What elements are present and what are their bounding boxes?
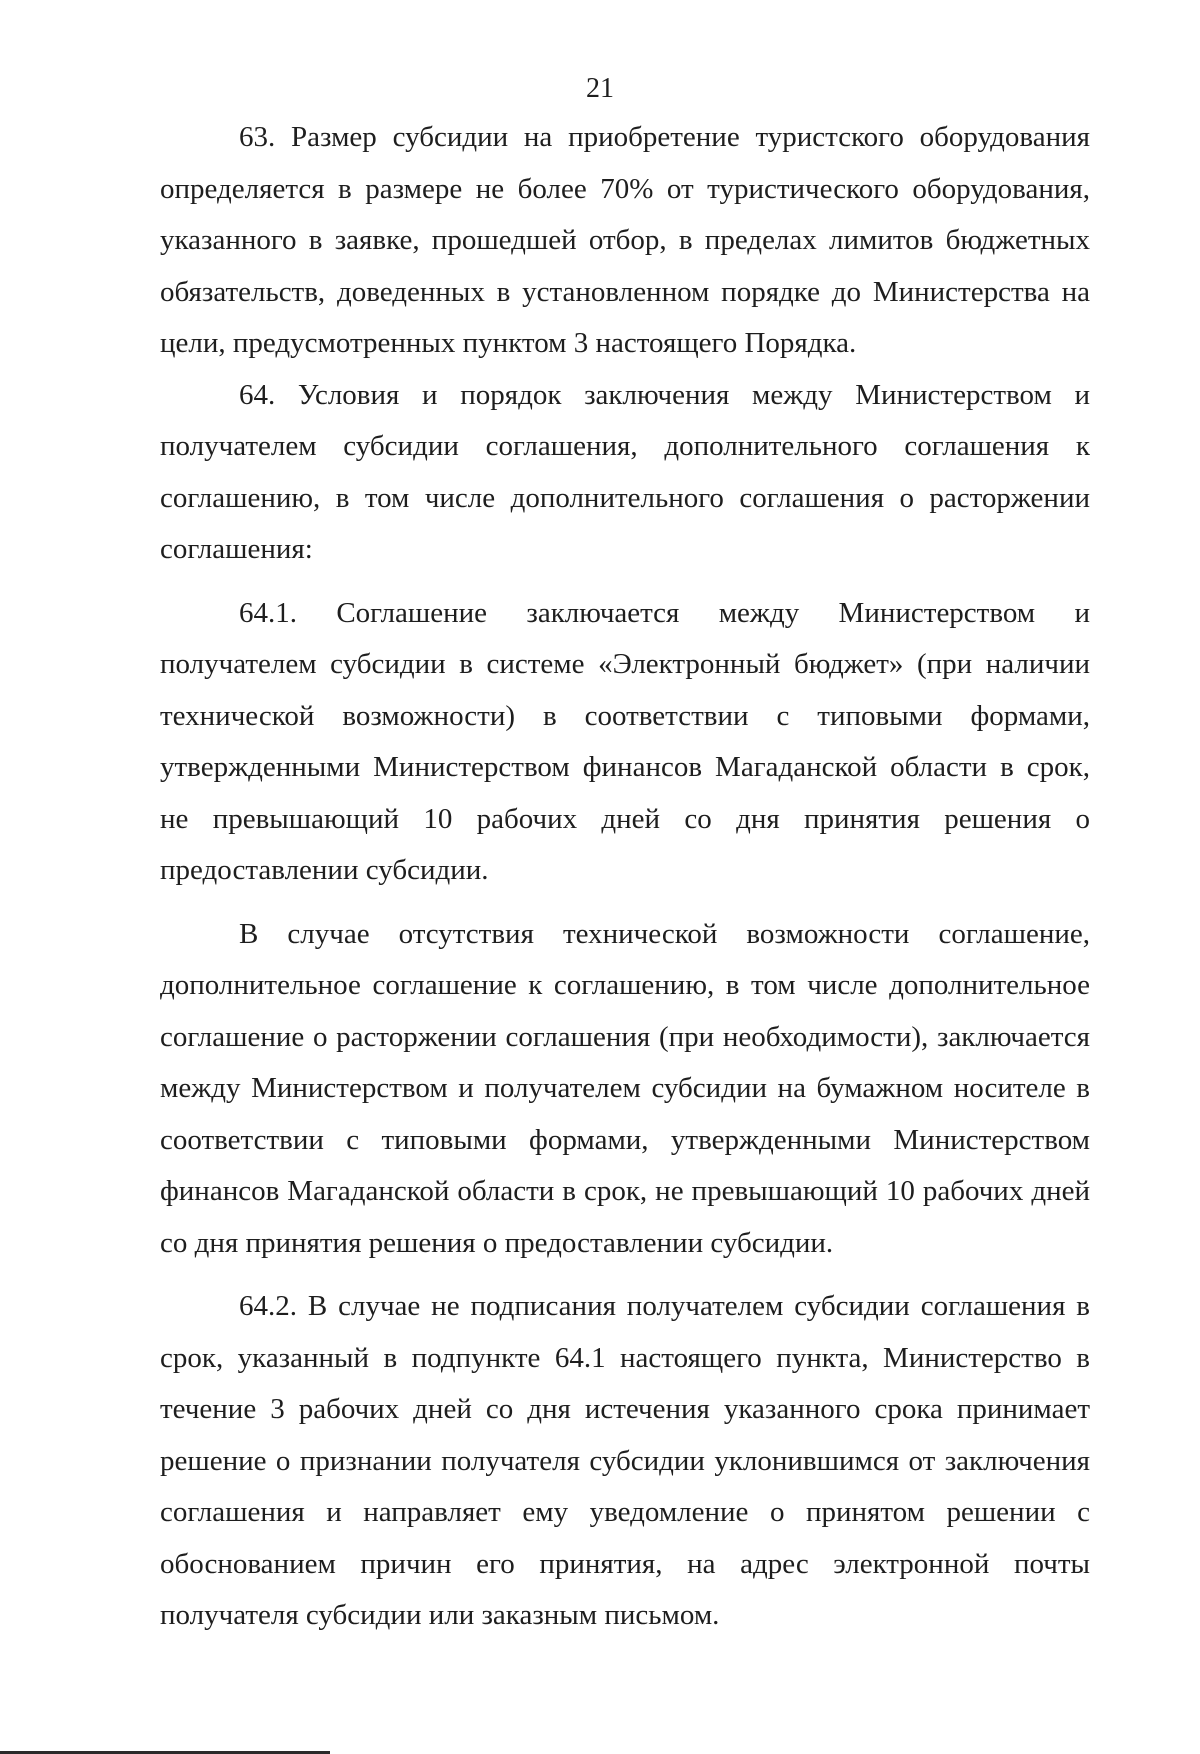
- paragraph-64-2: 64.2. В случае не подписания получателем субсидии соглашения в срок, указанный в подпункте 64.1 настоящего пункта, Министерство в течение 3 рабочих дней со дня истечения указанного срока принимает решение о признании получателя субсидии уклонившимся от заключения соглашения и направляет ему уведомление о принятом решении с обоснованием причин его принятия, на адрес электронной почты получателя субсидии или заказным письмом.: [160, 1290, 1090, 1631]
- page-number: 21: [586, 73, 614, 104]
- paragraph-64-1: 64.1. Соглашение заключается между Министерством и получателем субсидии в системе «Электронный бюджет» (при наличии технической возможности) в соответствии с типовыми формами, утвержденными Министерством финансов Магаданской области в срок, не превышающий 10 рабочих дней со дня принятия решения о предоставлении субсидии.: [160, 596, 1090, 886]
- paragraph-64-1-paper: В случае отсутствия технической возможности соглашение, дополнительное соглашение к соглашению, в том числе дополнительное соглашение о расторжении соглашения (при необходимости), заключается между Министерством и получателем субсидии на бумажном носителе в соответствии с типовыми формами, утвержденными Министерством финансов Магаданской области в срок, не превышающий 10 рабочих дней со дня принятия решения о предоставлении субсидии.: [160, 917, 1090, 1259]
- paragraph-63: 63. Размер субсидии на приобретение туристского оборудования определяется в размере не более 70% от туристического оборудования, указанного в заявке, прошедшей отбор, в пределах лимитов бюджетных обязательств, доведенных в установленном порядке до Министерства на цели, предусмотренных пунктом 3 настоящего Порядка.: [160, 121, 1090, 359]
- paragraph-64: 64. Условия и порядок заключения между Министерством и получателем субсидии соглашения, дополнительного соглашения к соглашению, в том числе дополнительного соглашения о расторжении соглашения:: [160, 378, 1090, 565]
- document-body: [160, 112, 1090, 1642]
